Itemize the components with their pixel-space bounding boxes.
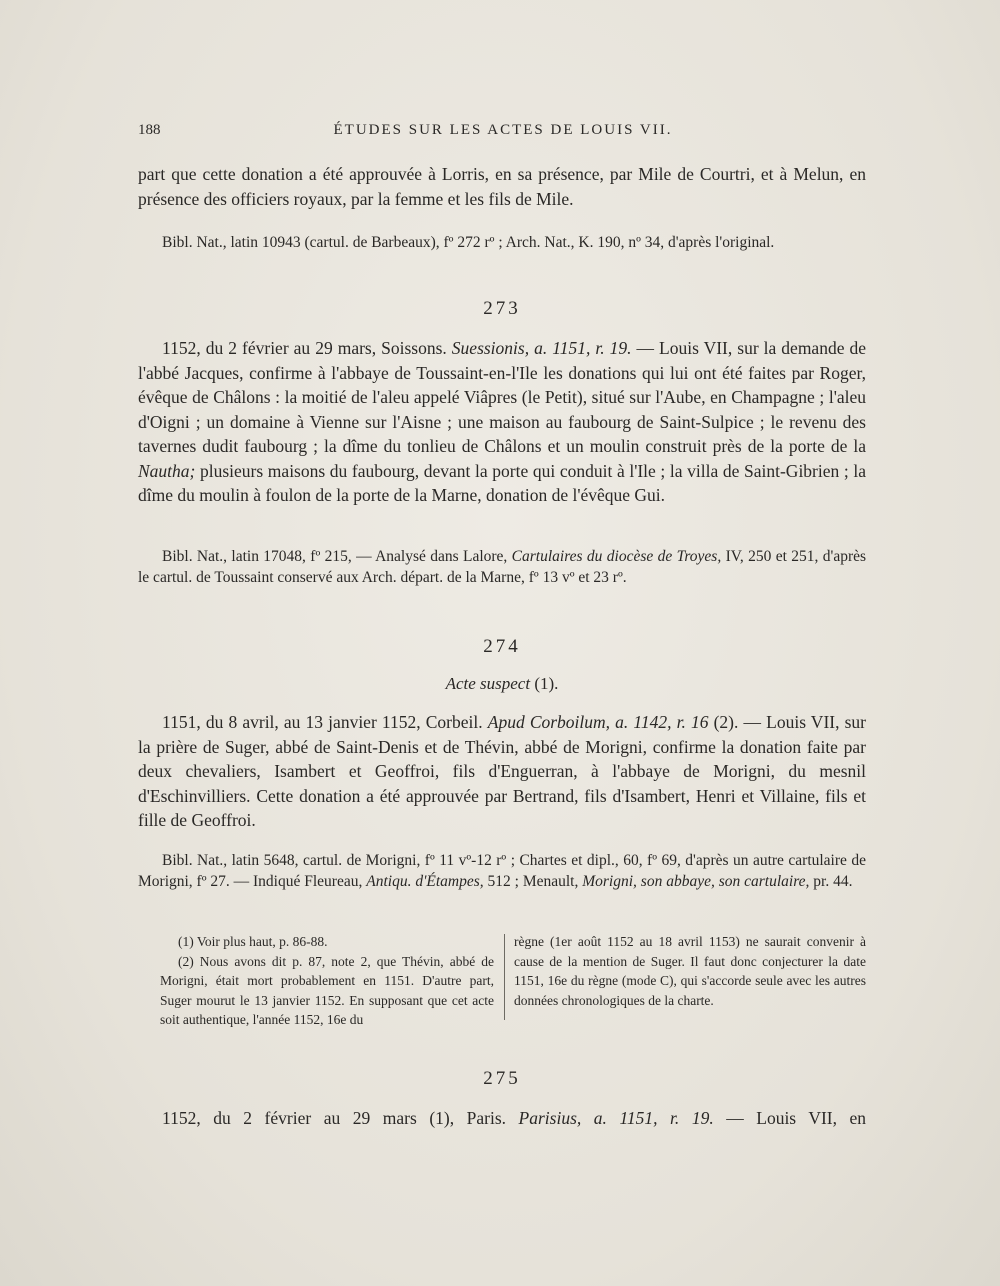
acte-274-summary-text: — Louis VII, sur la prière de Suger, abbé de Saint-Denis et de Thévin, abbé de Morigni, confirme la donation faite par deux chevaliers, Isambert et Geoffroi, fils d'Enguerran, à l'abbaye de Morigni, du mesnil d'Eschinvilliers. Cette donation a été approuvée par Bertrand, fils d'Isambert, Henri et Villaine, fils et fille de Geoffroi. [138,712,866,830]
footnote-2-part1: (2) Nous avons dit p. 87, note 2, que Thévin, abbé de Morigni, était mort probablement en 1151. D'autre part, Suger mourut le 13 janvier 1152. En supposant que cet acte soit authentique, l'année 1152, 16e du [160,953,494,1027]
acte-275-date-place: 1152, du 2 février au 29 mars [162,1108,417,1128]
acte-274-bib-end: pr. 44. [813,873,853,890]
acte-274-note-ref: (1). [534,674,559,693]
footnote-1: (1) Voir plus haut, p. 86-88. [178,934,328,949]
footnote-2-part2: règne (1er août 1152 au 18 avril 1153) ne saurait convenir à cause de la mention de Suger. Il faut donc conjecturer la date 1151, 16e du règne (mode C), qui s'accorde seule avec les autres données chronologiques de la charte. [514,934,866,1008]
carryover-paragraph: part que cette donation a été approuvée à Lorris, en sa présence, par Mile de Courtri, et à Melun, en présence des officiers royaux, par la femme et les fils de Mile. [138,164,866,209]
footnotes-right-column [514,932,866,1010]
footnotes-left-column [160,932,494,1030]
acte-273-bib-start: Bibl. Nat., latin 17048, fº 215, — Analysé dans Lalore, [162,548,508,565]
acte-274-date-place: 1151, du 8 avril, au 13 janvier 1152, Corbeil. [162,712,483,732]
acte-273-summary-text: — Louis VII, sur la demande de l'abbé Jacques, confirme à l'abbaye de Toussaint-en-l'Ile les donations qui lui ont été faites par Roger, évêque de Châlons : la moitié de l'aleu appelé Viâpres (le Petit), situé sur l'Aube, en Champagne ; l'aleu d'Oigni ; un domaine à Vienne sur l'Aisne ; une maison au faubourg de Saint-Sulpice ; le revenu des tavernes dudit faubourg ; la dîme du tonlieu de Châlons et un moulin construit près de la porte de la [138,338,867,456]
acte-274-latin-date: Apud Corboilum, a. 1142, r. 16 [487,712,709,732]
acte-274-bib-title2: Morigni, son abbaye, son cartulaire, [582,873,810,890]
running-title: ÉTUDES SUR LES ACTES DE LOUIS VII. [333,122,673,138]
acte-275-summary-text: — Louis VII, en [726,1108,867,1128]
page-header [138,122,868,146]
acte-274-summary [138,710,866,833]
acte-273-summary-end: plusieurs maisons du faubourg, devant la porte qui conduit à l'Ile ; la villa de Saint-Gibrien ; la dîme du moulin à foulon de la porte de la Marne, donation de l'évêque Gui. [138,460,866,505]
acte-275-place: Paris. [466,1108,507,1128]
acte-273-latin-date: Suessionis, a. 1151, r. 19. [451,338,632,358]
acte-275-number: 275 [483,1068,521,1089]
acte-273-bibliography [138,546,866,588]
acte-273-number: 273 [483,298,521,319]
acte-273-bib-end: IV, 250 et 251, d'après le cartul. de Toussaint conservé aux Arch. départ. de la Marne, fº 13 vº et 23 rº. [138,548,867,586]
acte-274-subtitle [138,674,866,694]
acte-274-suspect-label: Acte suspect [445,674,531,693]
acte-274-bib-mid: 512 ; Menault, [487,873,579,890]
footnote-column-divider [504,934,505,1020]
acte-275-date-note: (1), [429,1108,455,1128]
acte-274-bib-start: Bibl. Nat., latin 5648, cartul. de Morigni, fº 11 vº-12 rº ; Chartes et dipl., 60, fº 69, d'après un autre cartulaire de Morigni, fº 27. — Indiqué Fleureau, [138,852,866,890]
carryover-bibliography: Bibl. Nat., latin 10943 (cartul. de Barbeaux), fº 272 rº ; Arch. Nat., K. 190, nº 34, d'après l'original. [162,234,775,251]
acte-275-latin-date: Parisius, a. 1151, r. 19. [518,1108,714,1128]
acte-273-bib-title: Cartulaires du diocèse de Troyes, [511,548,722,565]
acte-274-latin-note: (2). [713,712,739,732]
acte-274-number: 274 [483,636,521,657]
acte-274-bib-title1: Antiqu. d'Étampes, [366,873,484,890]
acte-273-nautha: Nautha; [138,460,196,481]
page-number: 188 [138,122,161,138]
acte-273-date-place: 1152, du 2 février au 29 mars, Soissons. [162,338,447,358]
acte-273-summary [138,336,866,508]
acte-275-summary [138,1106,866,1131]
acte-274-bibliography [138,850,866,892]
